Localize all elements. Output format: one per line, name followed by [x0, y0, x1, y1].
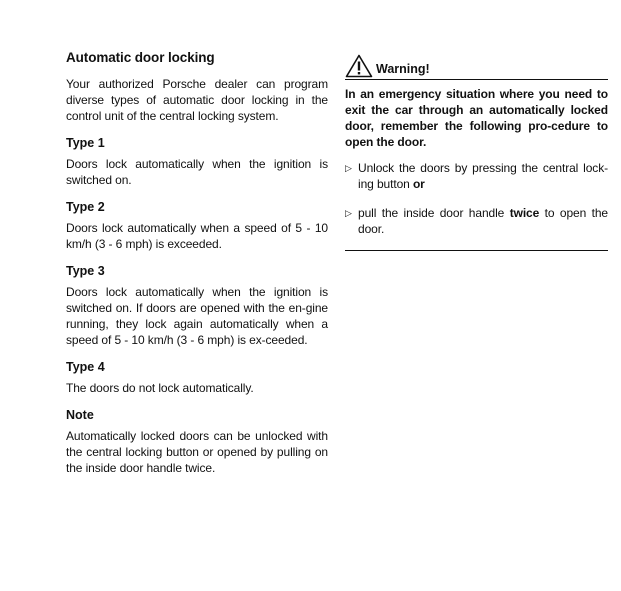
bullet-triangle-icon: ▷ — [345, 163, 352, 173]
type-1-heading: Type 1 — [66, 136, 105, 150]
type-1-text: Doors lock automatically when the ignition is switched on. — [66, 157, 328, 187]
warning-triangle-icon — [345, 54, 373, 78]
left-column — [66, 50, 328, 488]
warning-box — [345, 52, 608, 251]
warning-bullet-2 — [345, 205, 608, 237]
bullet-text: pull the inside door handle twice to open the door. — [358, 206, 609, 236]
warning-header — [345, 52, 608, 80]
warning-text: In an emergency situation where you need to exit the car through an automatically locked door, remember the following pro-cedure to open the door. — [345, 87, 608, 149]
type-3-heading: Type 3 — [66, 264, 105, 278]
type-2-heading: Type 2 — [66, 200, 105, 214]
type-4-text: The doors do not lock automatically. — [66, 381, 254, 395]
warning-bottom-rule — [345, 250, 608, 251]
type-2-text: Doors lock automatically when a speed of 5 - 10 km/h (3 - 6 mph) is exceeded. — [66, 221, 328, 251]
bullet-text: Unlock the doors by pressing the central lock-ing button or — [358, 161, 608, 191]
warning-title: Warning! — [376, 62, 430, 76]
section-title: Automatic door locking — [66, 50, 215, 65]
note-heading: Note — [66, 408, 94, 422]
bullet-triangle-icon: ▷ — [345, 208, 352, 218]
type-3-text: Doors lock automatically when the ignition is switched on. If doors are opened with the en-gine running, they lock again automatically when a speed of 5 - 10 km/h (3 - 6 mph) is ex-ceeded. — [66, 285, 328, 347]
intro-paragraph: Your authorized Porsche dealer can program diverse types of automatic door locking in the control unit of the central locking system. — [66, 77, 328, 123]
note-text: Automatically locked doors can be unlocked with the central locking button or opened by pulling on the inside door handle twice. — [66, 429, 328, 475]
type-4-heading: Type 4 — [66, 360, 105, 374]
warning-bullet-1 — [345, 160, 608, 192]
